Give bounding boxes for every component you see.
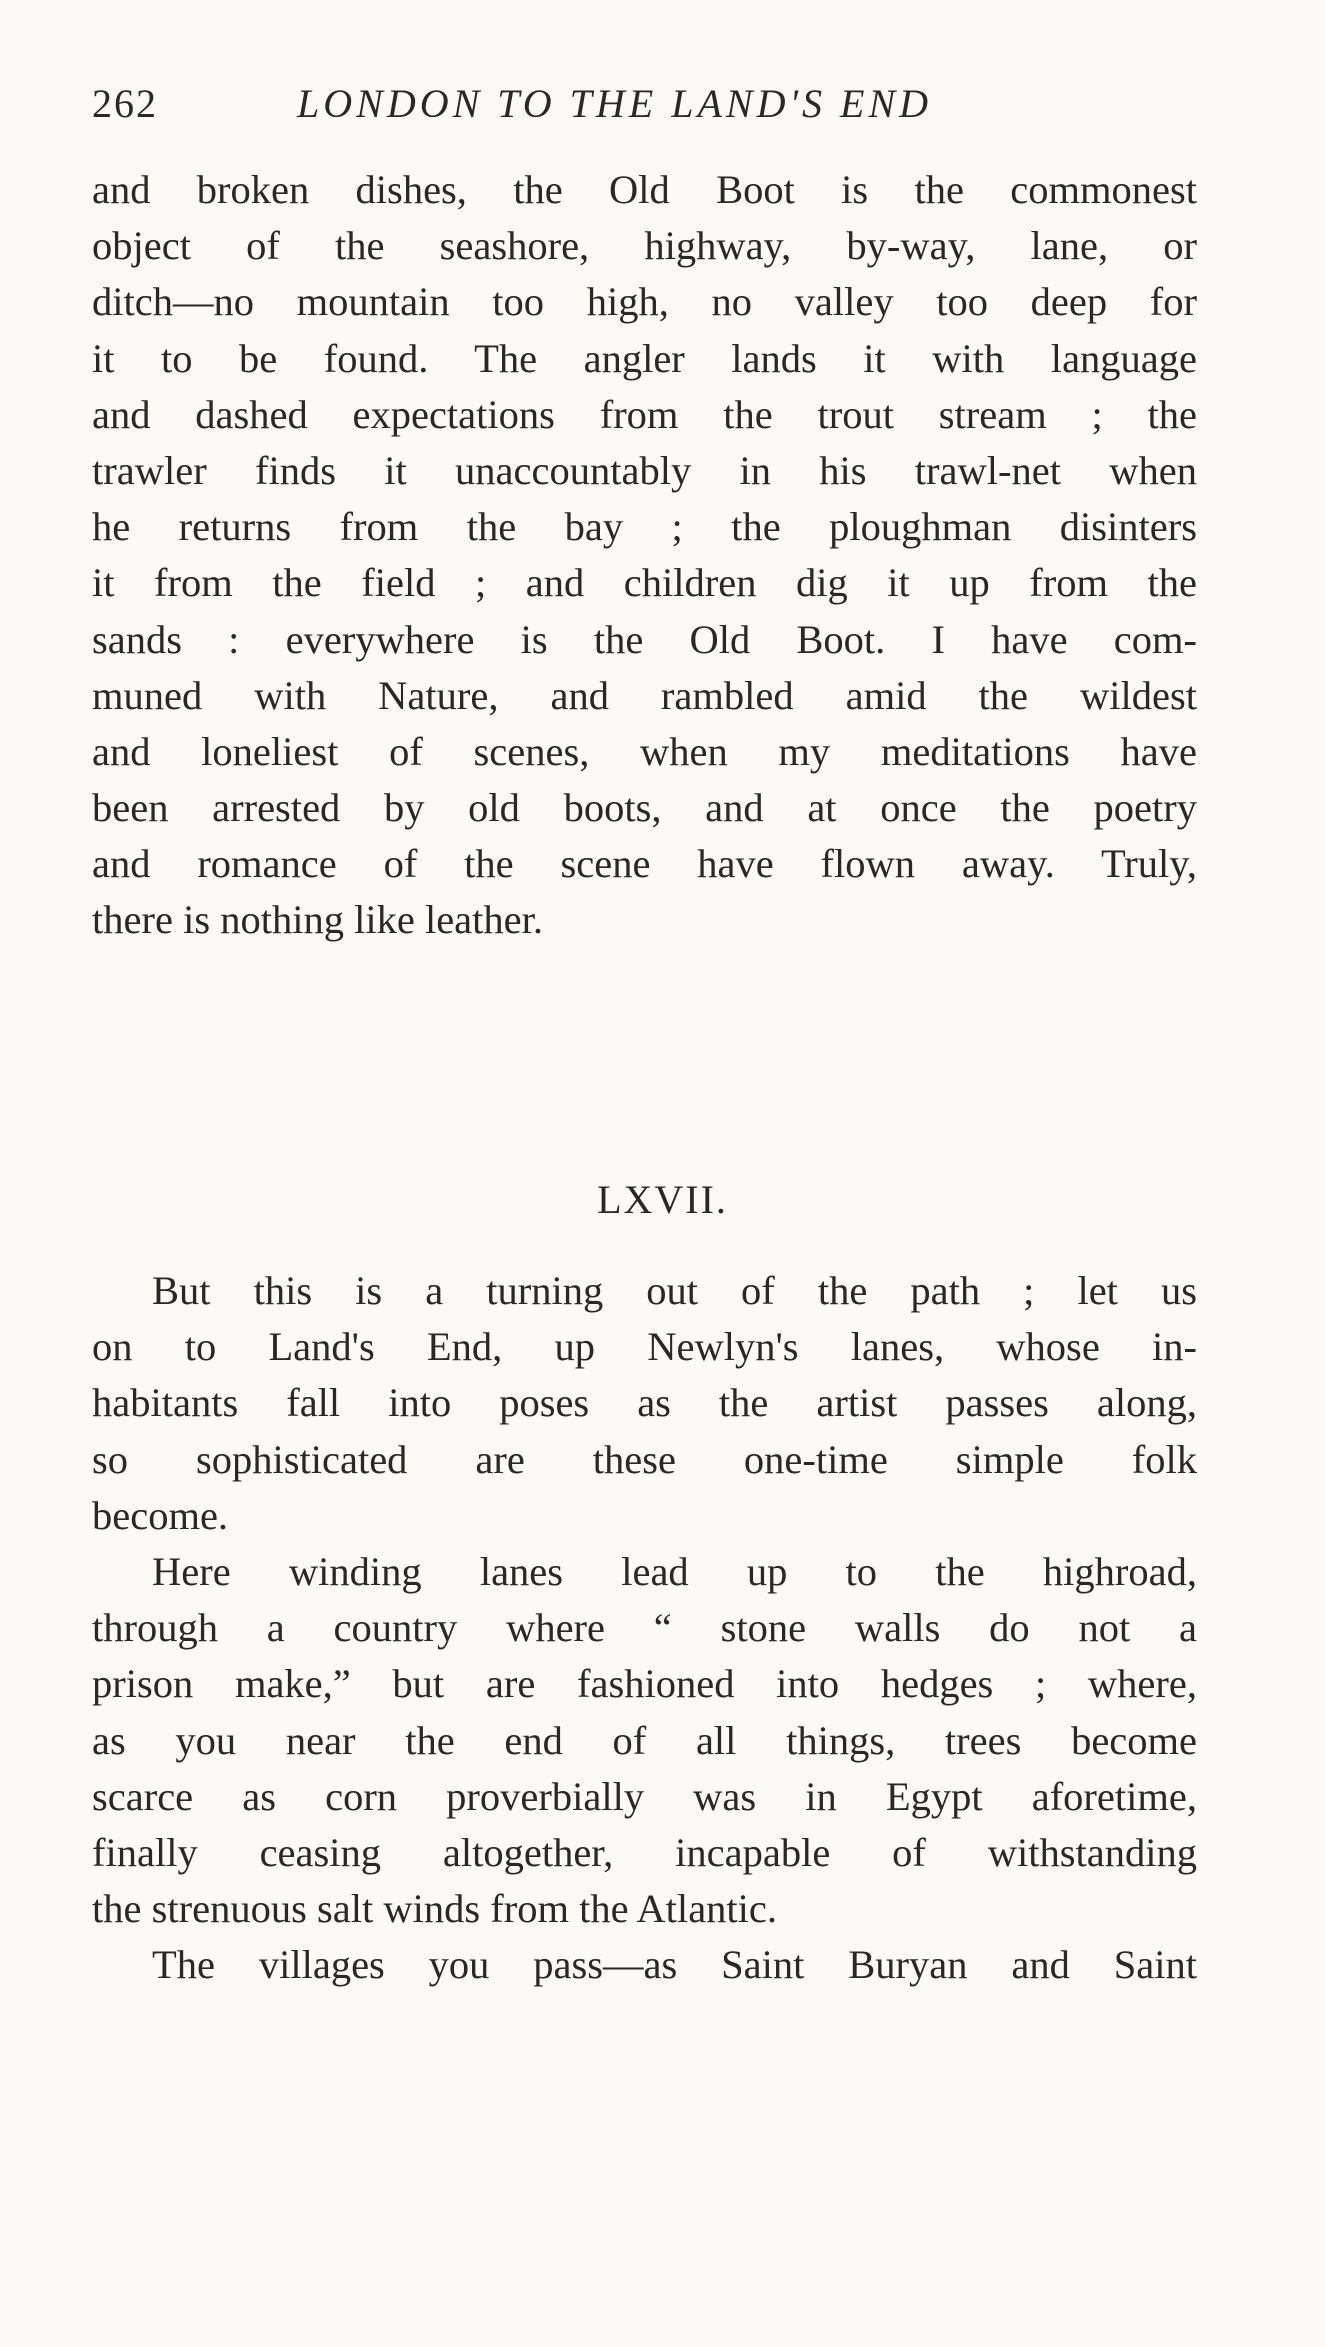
paragraph-continued (92, 162, 1197, 949)
text-line: But this is a turning out of the path ; let us (152, 1268, 1197, 1313)
text-line: it from the field ; and children dig it up from the (92, 560, 1197, 606)
text-line: object of the seashore, highway, by-way, lane, or (92, 223, 1197, 269)
text-line: Here winding lanes lead up to the highroad, (152, 1548, 1197, 1594)
text-line: and romance of the scene have flown away. Truly, (92, 841, 1197, 887)
text-line: scarce as corn proverbially was in Egypt aforetime, (92, 1773, 1197, 1819)
text-line: so sophisticated are these one-time simple folk (92, 1436, 1197, 1482)
section-body (92, 1263, 1197, 1993)
text-line: sands : everywhere is the Old Boot. I have com- (92, 616, 1197, 662)
text-line: as you near the end of all things, trees become (92, 1717, 1197, 1763)
text-line: finally ceasing altogether, incapable of withstanding (92, 1829, 1197, 1875)
text-line: The villages you pass—as Saint Buryan and Saint (152, 1942, 1197, 1988)
page-number: 262 (92, 81, 158, 126)
text-line: habitants fall into poses as the artist passes along, (92, 1380, 1197, 1426)
section-heading: LXVII. (597, 1177, 728, 1222)
text-line: and dashed expectations from the trout stream ; the (92, 391, 1197, 437)
text-line: been arrested by old boots, and at once the poetry (92, 785, 1197, 831)
text-line: and loneliest of scenes, when my meditations have (92, 728, 1197, 774)
text-line: there is nothing like leather. (92, 897, 543, 943)
text-line: trawler finds it unaccountably in his trawl-net when (92, 447, 1197, 493)
text-line: ditch—no mountain too high, no valley too deep for (92, 279, 1197, 325)
text-line: prison make,” but are fashioned into hedges ; where, (92, 1661, 1197, 1707)
text-line: the strenuous salt winds from the Atlantic. (92, 1886, 778, 1932)
running-head (92, 74, 1192, 134)
text-line: on to Land's End, up Newlyn's lanes, whose in- (92, 1324, 1197, 1370)
text-line: muned with Nature, and rambled amid the wildest (92, 672, 1197, 718)
text-line: and broken dishes, the Old Boot is the commonest (92, 167, 1197, 212)
text-line: he returns from the bay ; the ploughman disinters (92, 504, 1197, 550)
text-line: it to be found. The angler lands it with language (92, 335, 1197, 381)
text-line: through a country where “ stone walls do not a (92, 1605, 1197, 1651)
text-line: become. (92, 1492, 229, 1538)
running-title: LONDON TO THE LAND'S END (297, 81, 933, 126)
